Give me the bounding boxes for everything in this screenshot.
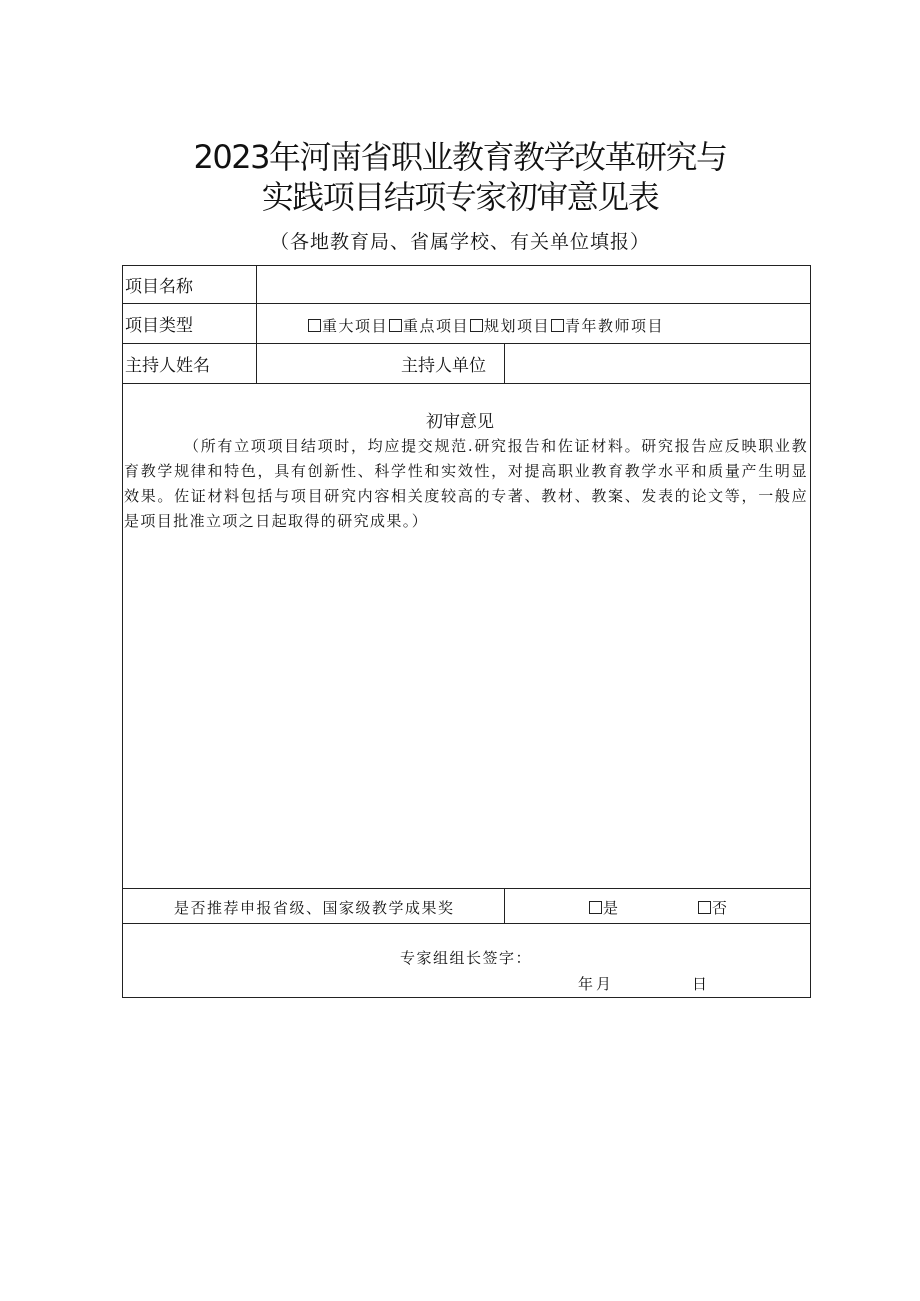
option-label: 规划项目 (484, 317, 551, 335)
table-border (122, 923, 811, 924)
host-name-field[interactable] (260, 346, 390, 380)
checkbox-key[interactable] (388, 317, 469, 335)
signature-label: 专家组组长签字： (400, 949, 533, 967)
table-border (122, 383, 811, 384)
table-border (810, 265, 811, 998)
host-unit-field[interactable] (508, 346, 806, 380)
opinion-writing-area[interactable] (124, 540, 808, 885)
checkbox-major[interactable] (307, 317, 388, 335)
date-day-label: 日 (692, 975, 709, 993)
table-border (122, 303, 811, 304)
table-border (504, 888, 505, 924)
table-border (122, 265, 811, 266)
checkbox-icon (698, 901, 711, 914)
signature-field[interactable] (530, 944, 800, 968)
host-name-label: 主持人姓名 (125, 356, 210, 376)
option-label: 否 (712, 899, 729, 917)
opinion-instruction: （所有立项项目结项时，均应提交规范.研究报告和佐证材料。研究报告应反映职业教育教学规律和特色，具有创新性、科学性和实效性，对提高职业教育教学水平和质量产生明显效果。佐证材料包括与项目研究内容相关度较高的专著、教材、教案、发表的论文等，一般应是项目批准立项之日起取得的研究成果。） (124, 437, 808, 530)
recommend-question: 是否推荐申报省级、国家级教学成果奖 (174, 899, 455, 917)
checkbox-young-teacher[interactable] (550, 317, 664, 335)
project-type-label: 项目类型 (125, 316, 193, 336)
checkbox-icon (470, 319, 483, 332)
checkbox-icon (389, 319, 402, 332)
host-unit-label: 主持人单位 (401, 356, 486, 376)
recommend-no-option[interactable] (697, 898, 729, 918)
table-border (256, 265, 257, 384)
checkbox-icon (551, 319, 564, 332)
form-title-line-1: 2023年河南省职业教育教学改革研究与 (193, 138, 727, 176)
table-border (122, 265, 123, 998)
project-type-options (307, 316, 664, 336)
option-label: 重大项目 (322, 317, 389, 335)
form-title-line-2: 实践项目结项专家初审意见表 (261, 178, 659, 216)
option-label: 青年教师项目 (565, 317, 665, 335)
opinion-heading: 初审意见 (426, 412, 494, 432)
project-name-field[interactable] (260, 268, 806, 301)
option-label: 重点项目 (403, 317, 470, 335)
recommend-yes-option[interactable] (588, 898, 620, 918)
project-name-label: 项目名称 (125, 277, 193, 297)
checkbox-icon (308, 319, 321, 332)
date-month-label: 月 (596, 975, 613, 993)
table-border (122, 343, 811, 344)
date-year-label: 年 (578, 975, 595, 993)
table-border (122, 888, 811, 889)
checkbox-icon (589, 901, 602, 914)
option-label: 是 (603, 899, 620, 917)
table-border (122, 997, 811, 998)
table-border (504, 343, 505, 384)
form-subtitle: （各地教育局、省属学校、有关单位填报） (269, 231, 650, 253)
checkbox-planning[interactable] (469, 317, 550, 335)
